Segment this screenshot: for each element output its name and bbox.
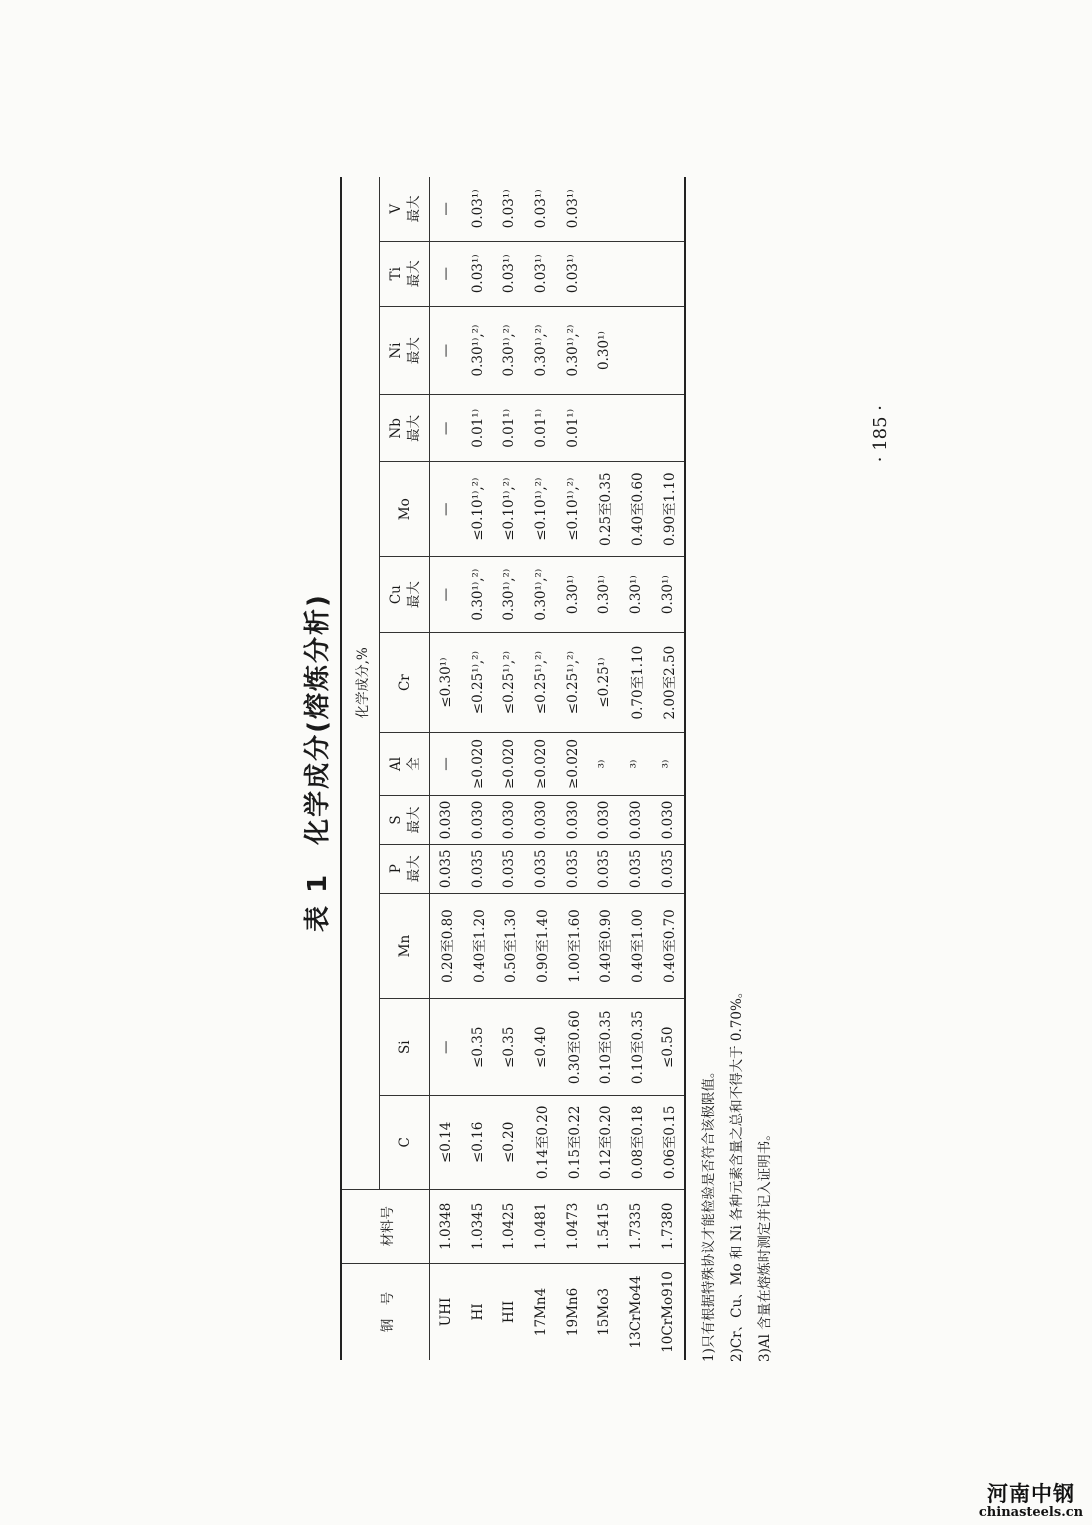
value-cell: ≤0.10¹⁾,²⁾	[557, 462, 589, 557]
footnote-3: 3)Al 含量在熔炼时测定并记入证明书。	[757, 1127, 773, 1362]
value-cell: ≤0.40	[525, 999, 557, 1096]
value-cell: 0.40至0.60	[620, 462, 652, 557]
value-cell: ≤0.35	[462, 999, 494, 1096]
header-element-symbol: Ti	[387, 267, 404, 281]
header-element-qualifier: 全	[405, 757, 422, 771]
value-cell: 0.01¹⁾	[525, 395, 557, 462]
table-row	[462, 177, 494, 1360]
value-cell	[652, 306, 685, 394]
footnote-1: 1)只有根据特殊协议才能检验是否符合该极限值。	[701, 1064, 717, 1362]
value-cell: 0.030	[620, 796, 652, 845]
value-cell: 0.30至0.60	[557, 999, 589, 1096]
value-cell	[588, 241, 620, 306]
value-cell: 0.035	[652, 844, 685, 893]
value-cell: 0.14至0.20	[525, 1096, 557, 1190]
value-cell: ≤0.10¹⁾,²⁾	[462, 462, 494, 557]
value-cell: ≤0.25¹⁾,²⁾	[557, 633, 589, 733]
value-cell: —	[430, 241, 462, 306]
footnotes	[695, 985, 779, 1362]
value-cell: ≥0.020	[557, 732, 589, 795]
value-cell: ≤0.20	[493, 1096, 525, 1190]
value-cell: —	[430, 177, 462, 241]
header-element-7	[380, 557, 430, 633]
value-cell: 0.30¹⁾,²⁾	[462, 306, 494, 394]
value-cell: 0.30¹⁾	[620, 557, 652, 633]
header-element-qualifier: 最大	[405, 855, 422, 883]
value-cell: ≤0.16	[462, 1096, 494, 1190]
value-cell	[620, 241, 652, 306]
value-cell: 0.15至0.22	[557, 1096, 589, 1190]
value-cell: 0.03¹⁾	[557, 177, 589, 241]
value-cell: 0.035	[462, 844, 494, 893]
value-cell: 0.20至0.80	[430, 893, 462, 999]
material-no-cell: 1.0425	[493, 1189, 525, 1263]
value-cell: ≤0.10¹⁾,²⁾	[493, 462, 525, 557]
column-headers	[380, 177, 430, 1360]
value-cell: ³⁾	[588, 732, 620, 795]
table-row	[430, 177, 462, 1360]
material-no-cell: 1.0345	[462, 1189, 494, 1263]
header-element-symbol: Mo	[396, 498, 413, 521]
material-no-cell: 1.0481	[525, 1189, 557, 1263]
value-cell: 0.030	[588, 796, 620, 845]
header-element-symbol: V	[387, 203, 404, 214]
value-cell	[588, 395, 620, 462]
value-cell: 0.30¹⁾,²⁾	[493, 306, 525, 394]
value-cell: 1.00至1.60	[557, 893, 589, 999]
value-cell: 0.03¹⁾	[525, 177, 557, 241]
value-cell: 0.30¹⁾,²⁾	[557, 306, 589, 394]
footnote-2: 2)Cr、Cu、Mo 和 Ni 各种元素含量之总和不得大于 0.70%。	[729, 984, 745, 1362]
header-element-12	[380, 177, 430, 241]
table-row	[557, 177, 589, 1360]
value-cell: 0.03¹⁾	[557, 241, 589, 306]
value-cell: 0.30¹⁾,²⁾	[525, 306, 557, 394]
header-element-symbol: Nb	[387, 418, 404, 439]
steel-grade-cell: 13CrMo44	[620, 1263, 652, 1360]
header-element-qualifier: 最大	[405, 581, 422, 609]
header-element-symbol: C	[396, 1137, 413, 1148]
header-element-6	[380, 633, 430, 733]
value-cell: ³⁾	[620, 732, 652, 795]
value-cell: 0.035	[430, 844, 462, 893]
value-cell: 0.030	[462, 796, 494, 845]
value-cell	[652, 241, 685, 306]
steel-grade-cell: 15Mo3	[588, 1263, 620, 1360]
value-cell: 2.00至2.50	[652, 633, 685, 733]
value-cell: 0.03¹⁾	[525, 241, 557, 306]
value-cell	[620, 395, 652, 462]
header-element-11	[380, 241, 430, 306]
watermark-site: chinasteels.cn	[978, 1505, 1084, 1520]
steel-grade-cell: UHI	[430, 1263, 462, 1360]
value-cell: ≤0.25¹⁾,²⁾	[493, 633, 525, 733]
value-cell: ≥0.020	[493, 732, 525, 795]
header-element-10	[380, 306, 430, 394]
value-cell: 0.30¹⁾	[588, 557, 620, 633]
header-element-9	[380, 395, 430, 462]
value-cell: 0.035	[525, 844, 557, 893]
value-cell: 0.70至1.10	[620, 633, 652, 733]
value-cell: 0.30¹⁾,²⁾	[525, 557, 557, 633]
value-cell: ≤0.35	[493, 999, 525, 1096]
value-cell: 0.06至0.15	[652, 1096, 685, 1190]
value-cell: —	[430, 462, 462, 557]
value-cell: 0.030	[652, 796, 685, 845]
value-cell: 0.035	[557, 844, 589, 893]
value-cell	[620, 306, 652, 394]
value-cell: 0.030	[430, 796, 462, 845]
table-row	[588, 177, 620, 1360]
header-element-qualifier: 最大	[405, 414, 422, 442]
table-body	[430, 177, 685, 1360]
value-cell: 0.30¹⁾,²⁾	[493, 557, 525, 633]
value-cell: 0.25至0.35	[588, 462, 620, 557]
value-cell: ³⁾	[652, 732, 685, 795]
watermark-brand: 河南中钢	[987, 1482, 1075, 1506]
header-element-symbol: P	[387, 864, 404, 874]
value-cell: 0.030	[525, 796, 557, 845]
value-cell: ≤0.50	[652, 999, 685, 1096]
value-cell: 0.03¹⁾	[462, 241, 494, 306]
header-element-symbol: Si	[396, 1040, 413, 1055]
value-cell: 0.30¹⁾	[557, 557, 589, 633]
chemical-composition-table	[340, 177, 686, 1360]
page-number: · 185 ·	[870, 405, 891, 463]
steel-grade-cell: HII	[493, 1263, 525, 1360]
header-element-8	[380, 462, 430, 557]
material-no-cell: 1.0348	[430, 1189, 462, 1263]
value-cell: —	[430, 395, 462, 462]
value-cell: 0.01¹⁾	[493, 395, 525, 462]
header-element-symbol: Al	[387, 756, 404, 772]
header-composition-group: 化学成分,%	[341, 177, 380, 1189]
value-cell: 0.035	[588, 844, 620, 893]
value-cell: 0.40至1.00	[620, 893, 652, 999]
value-cell: 0.01¹⁾	[557, 395, 589, 462]
value-cell: 0.30¹⁾,²⁾	[462, 557, 494, 633]
value-cell: 0.10至0.35	[620, 999, 652, 1096]
value-cell: 0.08至0.18	[620, 1096, 652, 1190]
header-element-symbol: Mn	[396, 934, 413, 958]
value-cell: 0.035	[493, 844, 525, 893]
value-cell: 0.035	[620, 844, 652, 893]
value-cell	[652, 395, 685, 462]
header-material-no: 材料号	[341, 1189, 430, 1263]
value-cell: —	[430, 557, 462, 633]
value-cell: ≤0.25¹⁾	[588, 633, 620, 733]
header-steel-grade: 钢 号	[341, 1263, 430, 1360]
value-cell: ≥0.020	[525, 732, 557, 795]
header-element-0	[380, 1096, 430, 1190]
table-row	[525, 177, 557, 1360]
value-cell: 0.40至1.20	[462, 893, 494, 999]
value-cell: 0.50至1.30	[493, 893, 525, 999]
value-cell: ≤0.25¹⁾,²⁾	[525, 633, 557, 733]
table-row	[620, 177, 652, 1360]
header-element-symbol: Cr	[396, 674, 413, 692]
value-cell: 0.30¹⁾	[588, 306, 620, 394]
header-element-1	[380, 999, 430, 1096]
steel-grade-cell: 10CrMo910	[652, 1263, 685, 1360]
header-element-4	[380, 796, 430, 845]
value-cell: 0.40至0.70	[652, 893, 685, 999]
value-cell: 0.03¹⁾	[462, 177, 494, 241]
steel-grade-cell: 19Mn6	[557, 1263, 589, 1360]
table-title: 表 1 化学成分(熔炼分析)	[303, 593, 333, 932]
material-no-cell: 1.7380	[652, 1189, 685, 1263]
header-element-symbol: S	[387, 815, 404, 825]
header-element-qualifier: 最大	[405, 195, 422, 223]
value-cell	[620, 177, 652, 241]
value-cell: —	[430, 999, 462, 1096]
value-cell: 0.03¹⁾	[493, 177, 525, 241]
value-cell: ≤0.30¹⁾	[430, 633, 462, 733]
value-cell: 0.40至0.90	[588, 893, 620, 999]
steel-grade-cell: HI	[462, 1263, 494, 1360]
table-row	[493, 177, 525, 1360]
value-cell: 0.90至1.40	[525, 893, 557, 999]
value-cell: 0.030	[557, 796, 589, 845]
value-cell: ≤0.25¹⁾,²⁾	[462, 633, 494, 733]
material-no-cell: 1.0473	[557, 1189, 589, 1263]
steel-grade-cell: 17Mn4	[525, 1263, 557, 1360]
value-cell: 0.030	[493, 796, 525, 845]
material-no-cell: 1.5415	[588, 1189, 620, 1263]
value-cell: 0.01¹⁾	[462, 395, 494, 462]
value-cell: ≤0.10¹⁾,²⁾	[525, 462, 557, 557]
header-element-2	[380, 893, 430, 999]
value-cell: ≤0.14	[430, 1096, 462, 1190]
header-element-symbol: Ni	[387, 342, 404, 359]
header-element-symbol: Cu	[387, 585, 404, 605]
value-cell: ≥0.020	[462, 732, 494, 795]
header-element-qualifier: 最大	[405, 337, 422, 365]
material-no-cell: 1.7335	[620, 1189, 652, 1263]
header-element-qualifier: 最大	[405, 260, 422, 288]
value-cell: 0.30¹⁾	[652, 557, 685, 633]
value-cell	[588, 177, 620, 241]
value-cell: 0.03¹⁾	[493, 241, 525, 306]
header-element-5	[380, 732, 430, 795]
value-cell: —	[430, 306, 462, 394]
value-cell: —	[430, 732, 462, 795]
header-element-3	[380, 844, 430, 893]
value-cell: 0.12至0.20	[588, 1096, 620, 1190]
table-row	[652, 177, 685, 1360]
watermark-logo	[972, 1483, 1090, 1523]
header-element-qualifier: 最大	[405, 806, 422, 834]
value-cell: 0.10至0.35	[588, 999, 620, 1096]
value-cell	[652, 177, 685, 241]
value-cell: 0.90至1.10	[652, 462, 685, 557]
